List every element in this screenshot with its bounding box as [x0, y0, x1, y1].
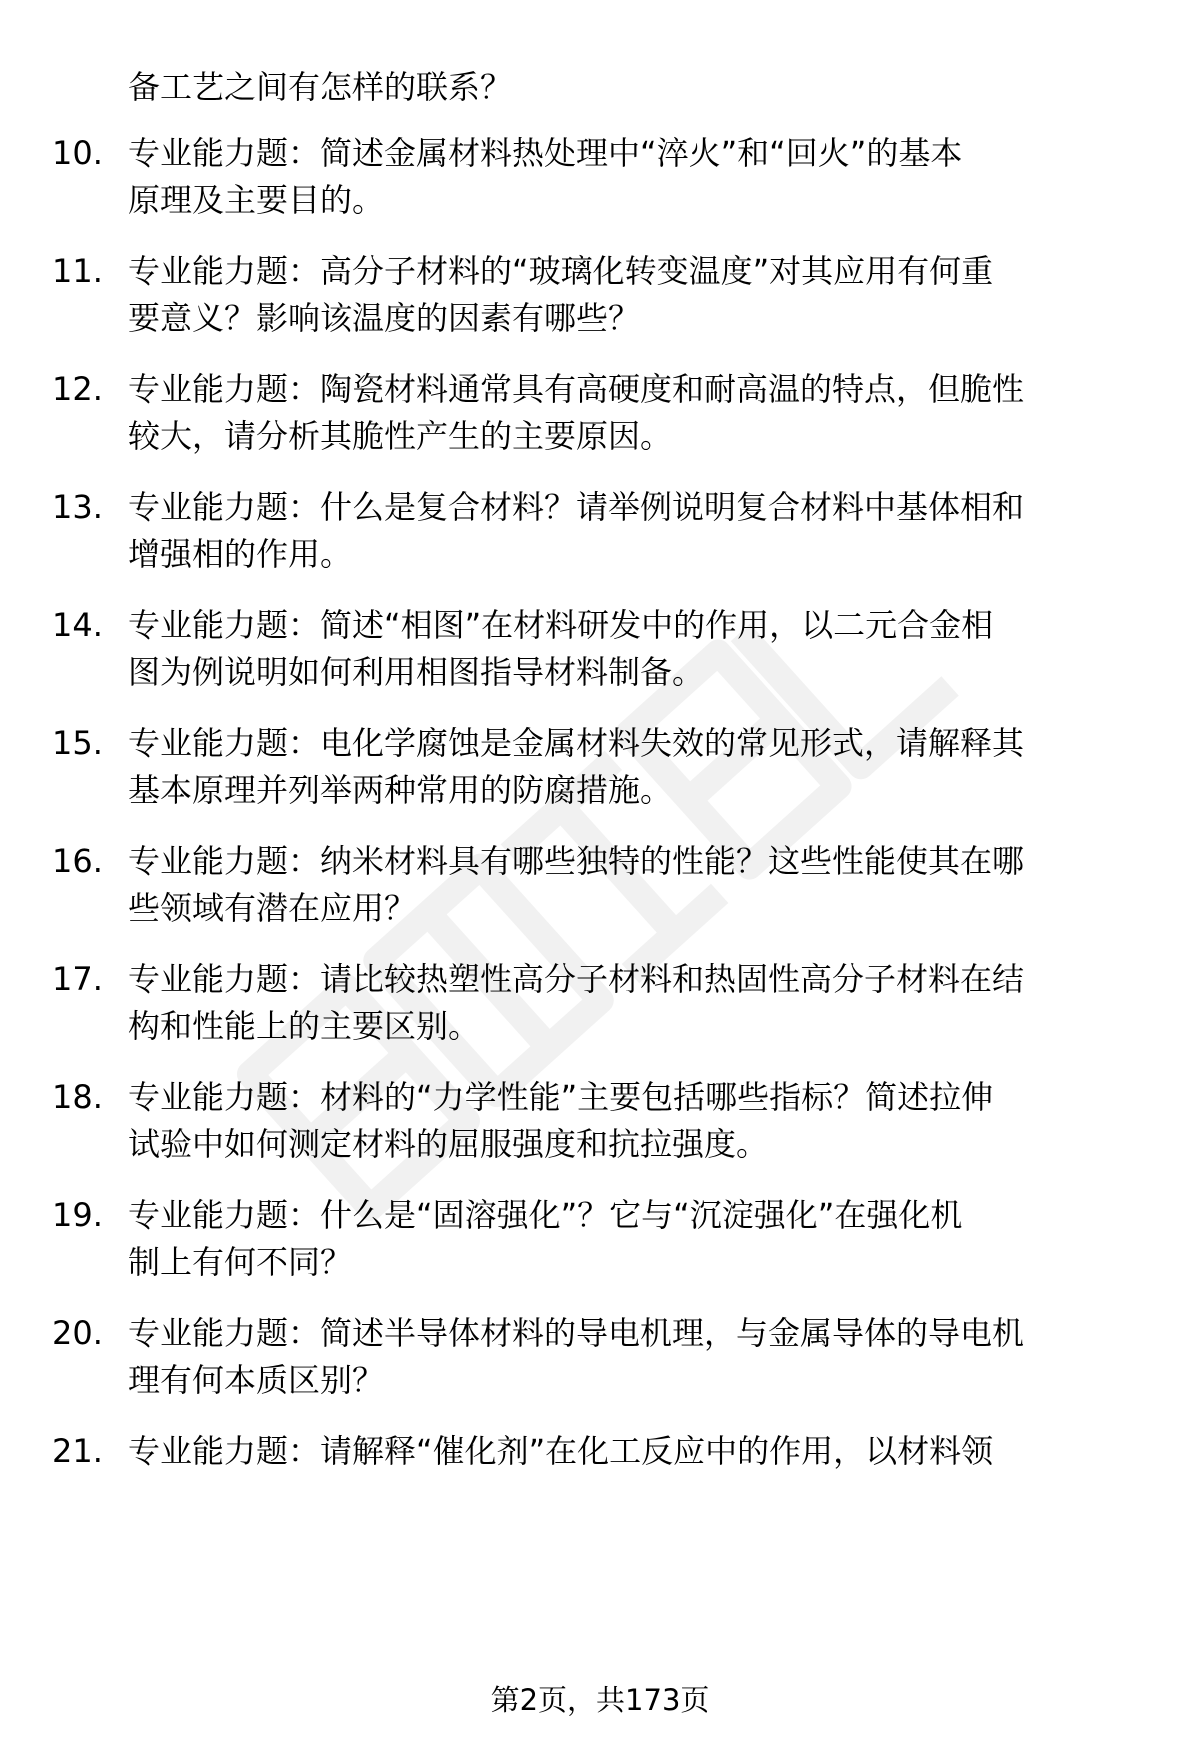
question-11	[0, 246, 1200, 356]
question-13	[0, 482, 1200, 592]
page-footer: 第2页，共173页	[490, 1683, 710, 1717]
question-text-line-1: 专业能力题：简述半导体材料的导电机理，与金属导体的导电机	[128, 1314, 1025, 1352]
question-number: 10.	[52, 134, 103, 172]
question-number: 11.	[52, 252, 103, 290]
question-text-line-2: 构和性能上的主要区别。	[128, 1007, 481, 1045]
question-text-line-1: 专业能力题：简述金属材料热处理中“淬火”和“回火”的基本	[128, 134, 963, 172]
question-text-line-2: 增强相的作用。	[128, 535, 353, 573]
question-number: 16.	[52, 842, 103, 880]
question-text-line-2: 些领域有潜在应用？	[128, 889, 417, 927]
question-text-line-1: 专业能力题：请解释“催化剂”在化工反应中的作用，以材料领	[128, 1432, 994, 1470]
question-text-line-2: 图为例说明如何利用相图指导材料制备。	[128, 653, 705, 691]
question-text-line-1: 专业能力题：电化学腐蚀是金属材料失效的常见形式，请解释其	[128, 724, 1025, 762]
question-number: 19.	[52, 1196, 103, 1234]
question-20	[0, 1308, 1200, 1418]
question-10	[0, 128, 1200, 238]
question-17	[0, 954, 1200, 1064]
question-text-line-2: 理有何本质区别？	[128, 1361, 385, 1399]
question-text-line-2: 原理及主要目的。	[128, 181, 385, 219]
question-12	[0, 364, 1200, 474]
question-text-line-2: 制上有何不同？	[128, 1243, 353, 1281]
question-text-line-1: 专业能力题：简述“相图”在材料研发中的作用，以二元合金相	[128, 606, 994, 644]
question-text-line-1: 专业能力题：高分子材料的“玻璃化转变温度”对其应用有何重	[128, 252, 994, 290]
question-21	[0, 1426, 1200, 1486]
question-15	[0, 718, 1200, 828]
question-number: 17.	[52, 960, 103, 998]
question-text-line-2: 要意义？影响该温度的因素有哪些？	[128, 299, 641, 337]
question-text-line-1: 专业能力题：请比较热塑性高分子材料和热固性高分子材料在结	[128, 960, 1025, 998]
question-text-line-1: 专业能力题：什么是“固溶强化”？它与“沉淀强化”在强化机	[128, 1196, 963, 1234]
question-16	[0, 836, 1200, 946]
question-number: 21.	[52, 1432, 103, 1470]
question-number: 13.	[52, 488, 103, 526]
question-14	[0, 600, 1200, 710]
question-text-line-2: 较大，请分析其脆性产生的主要原因。	[128, 417, 673, 455]
continued-question-text: 备工艺之间有怎样的联系？	[128, 68, 513, 106]
question-number: 14.	[52, 606, 103, 644]
question-text-line-1: 专业能力题：纳米材料具有哪些独特的性能？这些性能使其在哪	[128, 842, 1025, 880]
question-number: 20.	[52, 1314, 103, 1352]
question-text-line-2: 试验中如何测定材料的屈服强度和抗拉强度。	[128, 1125, 769, 1163]
question-text-line-1: 专业能力题：陶瓷材料通常具有高硬度和耐高温的特点，但脆性	[128, 370, 1025, 408]
question-text-line-1: 专业能力题：材料的“力学性能”主要包括哪些指标？简述拉伸	[128, 1078, 994, 1116]
question-19	[0, 1190, 1200, 1300]
question-text-line-1: 专业能力题：什么是复合材料？请举例说明复合材料中基体相和	[128, 488, 1025, 526]
question-number: 12.	[52, 370, 103, 408]
question-18	[0, 1072, 1200, 1182]
question-text-line-2: 基本原理并列举两种常用的防腐措施。	[128, 771, 673, 809]
question-number: 15.	[52, 724, 103, 762]
question-number: 18.	[52, 1078, 103, 1116]
